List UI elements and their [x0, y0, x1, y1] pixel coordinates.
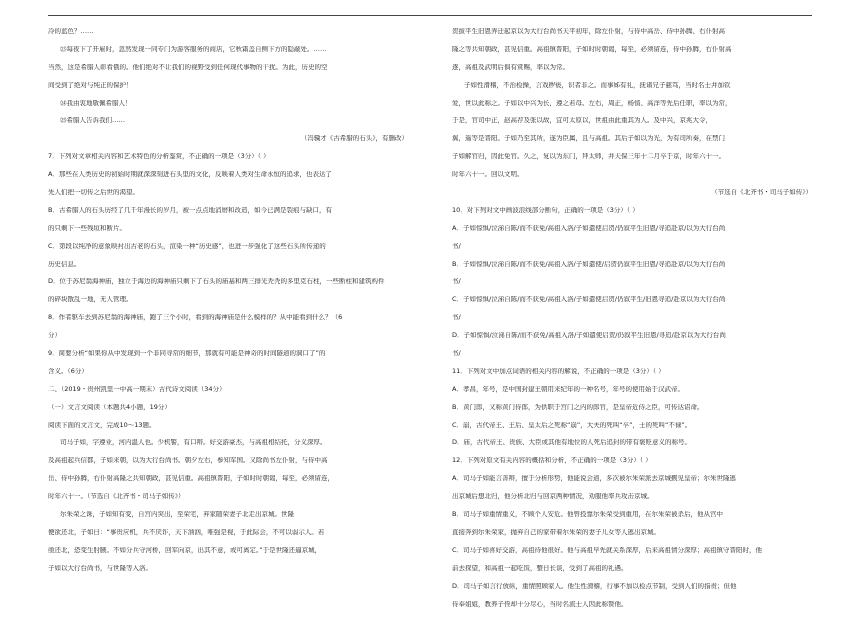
left-text-line: 子如以大行台尚书，与世隆等入洛。: [48, 564, 152, 572]
right-text-line: 时年六十一。回以文明。: [452, 171, 524, 179]
left-text-line: 的只剩下一些残垣和断片。: [48, 224, 126, 232]
right-text-line: 翼，遥等是晋阳。子如乃至其所，遂为臣属，且与高祖。其后子如以为光，为有司所奏，在禁门: [452, 135, 725, 143]
left-text-line: 含义。（6分）: [48, 367, 88, 375]
left-text-line: 7．下列对文章相关内容和艺术特色的分析鉴赏，不正确的一项是（3分）（ ）: [48, 153, 270, 161]
right-text-line: 10．对下列对文中画波浪线部分断句，正确的一项是（3分）（ ）: [452, 206, 639, 214]
right-text-line: 于是，官司中正，赵高荐及张以故，宜可太原以，世祖由此重其为人。及中兴，京兆大令，: [452, 117, 712, 125]
top-rule: [48, 15, 812, 16]
left-text-line: ㉓每夜下了开雇时，忽然发现一同专门为游客服务的商店，它秋霜盖自侧下方的隐蔽处。……: [60, 45, 327, 53]
right-text-line: 出京城后想北归，他分析北归与回京两种情况，劝服他率兵攻击京城。: [452, 493, 654, 501]
right-text-line: 贺拔平生旧恩弄迁起京以为大行台尚书天平初年，除左仆射，与侍中高岳、侍中孙腾、右仆射高: [452, 28, 725, 35]
left-text-line: 的碎块散乱一地，无人管理。: [48, 296, 133, 304]
right-text-line: A．子如惊惧/泣涕自陈/而不获免/高祖入洛/子如遣使启贺/仍叙平生旧恩/寻追赴京/以为大行台尚: [452, 224, 726, 232]
left-text-line: 二、（2019・贵州凯里一中高一期末）古代诗文阅读（34分）: [48, 385, 226, 393]
right-text-line: B．司马子如重情重义，不顾个人安危。他曾投靠尔朱荣受到重用，在尔朱荣被杀后，他从宫中: [452, 511, 723, 519]
right-text-line: A．孝昌，年号，是中国封建王朝用来纪年的一种名号，年号的使用始于汉武帝。: [452, 385, 684, 393]
left-text-line: ㉕希腊人告诉我们……: [60, 117, 125, 125]
right-text-line: C．崩，古代帝王、王后、皇太后之死称“崩”，大夫的死叫“卒”，士的死叫“不禄”。: [452, 421, 692, 429]
right-text-line: 逐，高祖及武明后俱有赏赐，率以为常。: [452, 63, 569, 71]
left-text-line: 阅读下面的文言文，完成10～13题。: [48, 421, 156, 429]
right-text-line: C．司马子如喜好交游，高祖待他很好。他与高祖早先就关系深厚，后来高祖情分深厚；高祖镇守晋阳时，他: [452, 546, 763, 554]
left-text-line: 亟还北，恐变生肘腋。不如分兵守河桥，回军向京，出其不意，或可离定。”于是世隆还逼京城，: [48, 546, 322, 554]
left-text-line: 岳、侍中孙腾，右仆射高隆之共知朝政，甚见信重。高祖镇晋阳，子如时时朝谒，每至，必须留连，: [48, 475, 334, 483]
right-text-line: 爱，世以此称之。子如以中兴为长，遵之若母。左右，周正，杨愔、高洋等先后任职，率以为常，: [452, 99, 732, 107]
left-text-line: C．第段以纯净的意象映衬出古老的石头，渲染一种“历史感”，也进一步强化了这些石头所传递的: [48, 242, 326, 250]
right-text-line: 侍奉姐姐，教养子侄却十分尽心，当时名流士人因此称赞他。: [452, 600, 628, 608]
left-text-line: 司马子如，字遵业，河内温人也。少机警，有口辩。好交游豪杰，与高祖相结托，分义深厚。: [60, 439, 327, 447]
left-text-line: 冷的蓝色？……: [48, 28, 94, 35]
left-text-line: （一）文言文阅读（本题共4小题，19分）: [48, 403, 171, 411]
right-text-line: 书/: [452, 314, 461, 322]
right-text-line: 子如性滑稽，不治检操，言戏秽亵，识者非之。而事姊有礼，抚诸兄子慈笃，当时名士并加钦: [464, 81, 731, 89]
right-column: [452, 28, 812, 618]
left-text-line: （冯骥才《古希腊的石头》，有删改）: [300, 135, 408, 143]
right-text-line: 前去探望，和高祖一起吃饭，整日长谈，受到了高祖的礼遇。: [452, 564, 628, 572]
left-text-line: D．位于苏尼翁海神庙，独立于海边的海神庙只剩下了石头的庙基和两三排光秃秃的多里克石柱，一些断柱和建筑构件: [48, 278, 385, 286]
left-text-line: 历史信息。: [48, 260, 81, 268]
right-text-line: D．司马子如言行放纵，重情照顾家人。他生性滑稽，行事不加以检点节制，受到人们的指责；但他: [452, 582, 737, 590]
left-column: [48, 28, 408, 583]
right-text-line: 直接奔到尔朱荣家，抛弃自己的家带着尔朱荣的妻子儿女等人逃出京城。: [452, 528, 660, 536]
left-text-line: 及高祖起兵信都，子如来朝，以为大行台尚书。朝夕左右，参知军国。又除尚书左仆射，与侍中高: [48, 457, 328, 465]
left-text-line: A．那些在人类历史的初始时期就深深刻进石头里的文化，反映着人类对生命永恒的追求，也表达了: [48, 171, 332, 179]
right-text-line: D．子如惊惧/泣涕自陈/而不获免/高祖入洛/子如遣使启贺/仍叙平生旧恩/寻追/赴京以为大行台尚: [452, 332, 726, 340]
right-text-line: D．庙，古代帝王、贵族、大臣或其他有地位的人死后追封的带有褒贬意义的称号。: [452, 439, 692, 447]
left-text-line: 间受到了绝对与纯正的保护！: [48, 81, 133, 89]
left-text-line: 尔朱荣之诛，子如知有变，自宫内突出，至荣宅，弃家随荣妻子北走出京城。世隆: [60, 511, 294, 519]
left-text-line: 便欲还北，子如曰：“事贵应机，兵不厌诈，天下汹汹，唯强是视，于此际会，不可以弱示人。若: [48, 528, 325, 536]
right-text-line: 书/: [452, 242, 461, 250]
right-text-line: B．子如惊惧/泣涕自陈/而不获免/高祖入洛/子如遣使/启贺仍叙平生旧恩/寻追赴京/以为大行台尚: [452, 260, 726, 268]
left-text-line: 9．简要分析“如果你从中发现到一个非同寻常的细节，那就有可能是神奇的时间隧道的洞口了”的: [48, 350, 326, 358]
right-text-line: A．司马子如能言善辩，擅于分析形势，他能说会道，多次被尔朱荣派去京城觐见皇帝；尔朱世隆逃: [452, 475, 736, 483]
left-text-line: B．古希腊人的石头历经了几千年漫长的岁月，被一点点地消磨和改造，如今已满是裂痕与缺口，有: [48, 206, 332, 214]
left-text-line: 先人们把一切传之后世的渴望。: [48, 189, 139, 197]
right-text-line: （节选自《北齐书・司马子如传》）: [711, 189, 812, 197]
left-text-line: 分）: [48, 332, 61, 340]
left-text-line: 8．作者驱车去到苏尼翁的海神庙，跑了三个小时，看到的海神庙是什么模样的？从中能看到什么？（6: [48, 314, 343, 322]
right-text-line: 11．下列对文中加点词语的相关内容的解说，不正确的一项是（3分）（ ）: [452, 367, 665, 375]
left-text-line: ㉔我由衷地敬佩希腊人！: [60, 99, 132, 107]
right-text-line: 书/: [452, 278, 461, 286]
right-text-line: 子如解官归，因此免官。久之，复以为东门，拜太师，并天保三年十二月卒于京，时年六十一。: [452, 153, 725, 161]
right-text-line: 12．下列对原文有关内容的概括和分析，不正确的一项是（3分）（ ）: [452, 457, 652, 465]
right-text-line: 书/: [452, 350, 461, 358]
right-text-line: B．黄门郎，又称黄门侍郎，为供职于宫门之内的郎官，是皇帝近侍之臣，可传达诏命。: [452, 403, 704, 411]
right-text-line: 隆之等共知朝政，甚见信重。高祖镇晋阳，子如时时朝谒，每至，必须留连，侍中孙腾，右仆射高: [452, 45, 732, 53]
left-text-line: 当然，这是希腊人彰看俄的。他们绝对不让我们的视野受到任何现代事物的干扰。为此，历史的空: [48, 63, 328, 71]
right-text-line: C．子如惊惧/泣涕自陈/而不获免/高祖入洛/子如遣使启贺/仍叙平生/旧恩寻追/赴京以为大行台尚: [452, 296, 726, 304]
left-text-line: 时年六十一。（节选自《北齐书・司马子如传》）: [48, 493, 185, 501]
